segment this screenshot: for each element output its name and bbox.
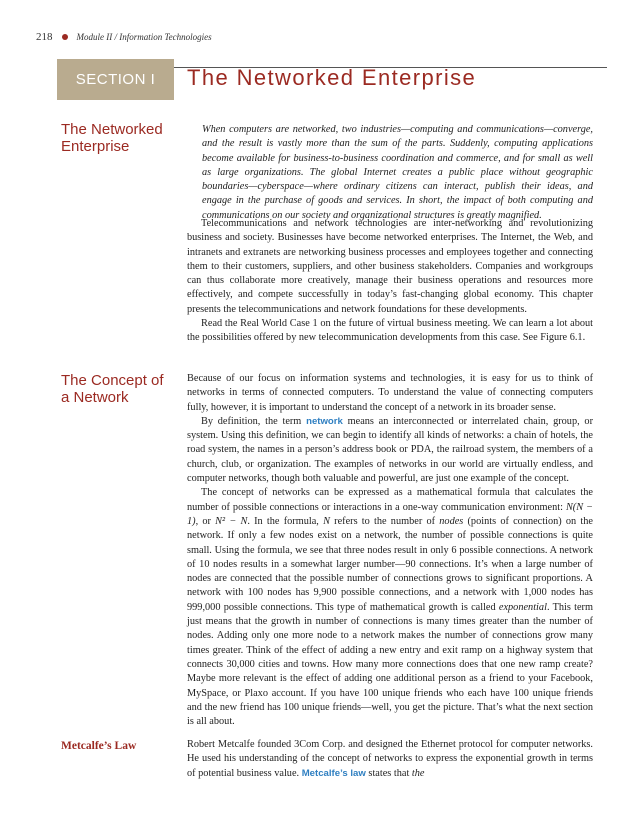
p5-text-a: The concept of networks can be expressed as a mathematical formula that calculates the number of possible connections or interactions in a one-way communication environment: <box>187 487 593 513</box>
paragraph-5 <box>187 486 593 729</box>
p6-text-a: Robert Metcalfe founded 3Com Corp. and designed the Ethernet protocol for computer networks. He used his understanding of the concept of networks to express the exponential growth in terms of potential business value. <box>187 739 593 779</box>
section-title: The Networked Enterprise <box>187 65 477 90</box>
networked-enterprise-body <box>187 217 593 346</box>
intro-paragraph: When computers are networked, two industries—computing and communications—converge, and the result is vastly more than the sum of the parts. Suddenly, computing applications become available for business-to-business coordination and commerce, and for small as well as large organizations. The global Internet creates a public place without geographic boundaries—cyberspace—where ordinary citizens can interact, publish their ideas, and engage in the purchase of goods and services. In short, the impact of both computing and communications on our society and organizational structures is greatly magnified. <box>202 124 593 221</box>
term-exponential: exponential <box>498 601 547 613</box>
sidebar-heading-metcalfes-law: Metcalfe’s Law <box>61 740 137 752</box>
formula-1: N(N − 1) <box>187 501 593 527</box>
formula-2: N² − N <box>215 515 248 527</box>
paragraph-6 <box>187 738 593 781</box>
p5-text-d: refers to the number of <box>329 515 440 527</box>
p5-text-e: (points of connection) on the network. If only a few nodes exist on a network, the number of possible connections is quite small. Using the formula, we see that three nodes result in only 6 possible connections. A network of 10 nodes results in a somewhat larger number—90 connections. It’s when a large number of nodes are connected that the possible number of connections grows to significant proportions. A network with 100 nodes has 9,900 possible connections, and a network with 1,000 nodes has 999,000 possible connections. This type of mathematical growth is called <box>187 515 593 613</box>
intro-block <box>187 123 593 223</box>
key-term-metcalfes-law: Metcalfe’s law <box>301 767 366 779</box>
p5-text-f: . This term just means that the growth in number of connections is many times greater than the number of nodes. Adding only one more node to a network makes the number of connections grow many times greater. Think of the effect of adding a new entry and exit ramp on a highway system that connects 30,000 cities and towns. How many more connections does that one new ramp create? Maybe more relevant is the effect of adding one additional person as a friend to your Facebook, MySpace, or Plaxo account. If you have 100 unique friends who each have 100 unique friends and the new friend has 100 unique friends—well, you get the picture. That’s what the next section is all about. <box>187 601 593 728</box>
section-header <box>57 59 607 100</box>
p5-text-b: , or <box>195 515 216 527</box>
page-number: 218 <box>36 31 53 43</box>
paragraph-3: Because of our focus on information systems and technologies, it is easy for us to think of networks in terms of connected computers. To understand the value of connecting computers fully, however, it is important to understand the concept of a network in its broader sense. <box>187 373 593 413</box>
running-head <box>36 31 212 43</box>
key-term-network: network <box>306 415 343 427</box>
paragraph-1: Telecommunications and network technologies are inter-networking and revolutionizing business and society. Businesses have become networked enterprises. The Internet, the Web, and intranets and extranets are networking business processes and employees together and connecting them to their customers, suppliers, and other business stakeholders. Companies and workgroups can thus collaborate more creatively, manage their business operations and resources more effectively, and compete successfully in today’s fast-changing global economy. This chapter presents the telecommunications and network foundations for these developments. <box>187 218 593 315</box>
sidebar-heading-networked-enterprise: The Networked Enterprise <box>61 121 163 155</box>
paragraph-2: Read the Real World Case 1 on the future of virtual business meeting. We can learn a lot about the possibilities offered by new telecommunication developments from this case. See Figure 6.1. <box>187 318 593 344</box>
section-label: SECTION I <box>57 59 174 100</box>
metcalfes-law-body <box>187 738 593 781</box>
p5-text-c: . In the formula, <box>247 515 324 527</box>
concept-of-network-body <box>187 372 593 729</box>
term-nodes: nodes <box>439 515 464 527</box>
variable-n: N <box>323 515 330 527</box>
p4-text-b: means an interconnected or interrelated chain, group, or system. Using this definition, we can begin to identify all kinds of networks: a chain of hotels, the road system, the names in a person’s address book or PDA, the railroad system, the members of a church, club, or organization. The examples of networks in our world are virtually endless, and computer networks, though both valuable and powerful, are just one example of the concept. <box>187 415 593 485</box>
bullet-dot-icon <box>62 34 68 40</box>
module-label: Module II / Information Technologies <box>76 32 212 42</box>
sidebar-heading-concept-of-network: The Concept of a Network <box>61 372 164 406</box>
p4-text-a: By definition, the term <box>201 415 307 427</box>
p6-text-c: the <box>411 767 425 779</box>
paragraph-4 <box>187 415 593 486</box>
p6-text-b: states that <box>365 767 412 779</box>
